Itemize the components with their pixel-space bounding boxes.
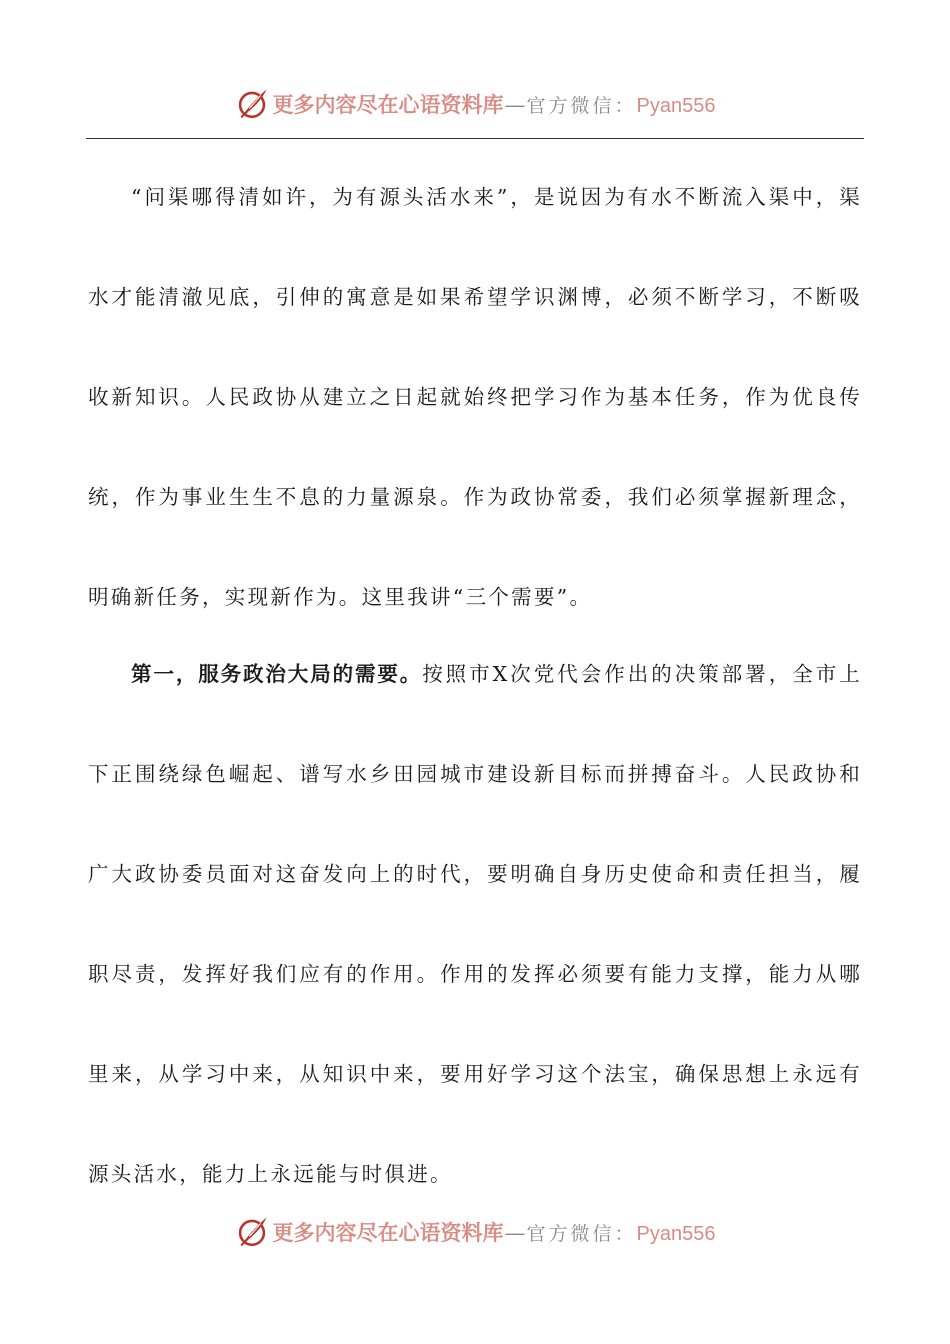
footer-wechat-id: Pyan556 [636, 1223, 716, 1245]
footer-dash: — [504, 1221, 526, 1245]
footer-site-text: 更多内容尽在心语资料库 [272, 1220, 504, 1245]
paragraph-1: “问渠哪得清如许，为有源头活水来”，是说因为有水不断流入渠中，渠水才能清澈见底，引伸的寓意是如果希望学识渊博，必须不断学习，不断吸收新知识。人民政协从建立之日起就始终把学习作为基本任务，作为优良传统，作为事业生生不息的力量源泉。作为政协常委，我们必须掌握新理念，明确新任务，实现新作为。这里我讲“三个需要”。 [88, 185, 862, 609]
paragraph-2-heading: 第一，服务政治大局的需要。 [131, 662, 423, 686]
header-site-text: 更多内容尽在心语资料库 [272, 92, 504, 117]
footer-banner [0, 1212, 950, 1252]
paragraph-2-text: 按照市X次党代会作出的决策部署，全市上下正围绕绿色崛起、谱写水乡田园城市建设新目标而拼搏奋斗。人民政协和广大政协委员面对这奋发向上的时代，要明确自身历史使命和责任担当，履职尽责，发挥好我们应有的作用。作用的发挥必须要有能力支撑，能力从哪里来，从学习中来，从知识中来，要用好学习这个法宝，确保思想上永远有源头活水，能力上永远能与时俱进。 [88, 662, 862, 1186]
header-banner [0, 84, 950, 124]
quill-pen-circle-icon [235, 1215, 269, 1249]
document-body [88, 147, 862, 1224]
header-wechat-label: 官方微信： [526, 95, 637, 117]
header-banner-text [273, 89, 716, 119]
header-wechat-id: Pyan556 [636, 95, 716, 117]
footer-banner-text [273, 1217, 716, 1247]
header-divider [86, 138, 864, 139]
header-dash: — [504, 93, 526, 117]
footer-wechat-label: 官方微信： [526, 1223, 637, 1245]
paragraph-2 [88, 624, 862, 1224]
quill-pen-circle-icon [235, 87, 269, 121]
